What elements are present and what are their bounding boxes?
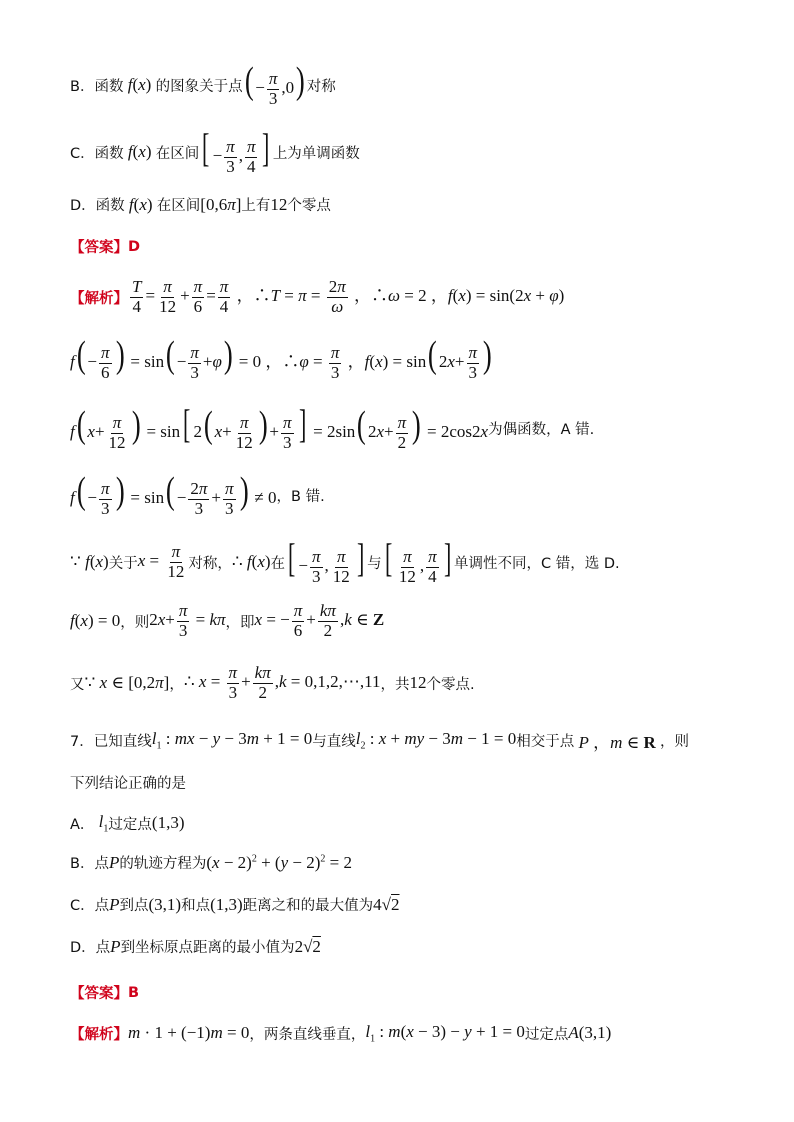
q7-option-b (70, 852, 352, 873)
analysis-6-line-6 (70, 602, 384, 640)
answer-value: B (128, 984, 140, 1001)
formula: P (108, 852, 120, 872)
formula: [ − $\frac{\pi}{3}$ , $\frac{\pi}{4}$ ] (202, 125, 270, 176)
formula: $l_2$ : x + my − 3m − 1 = 0 (355, 729, 517, 752)
question-text: 7．已知直线 (70, 734, 152, 750)
option-prefix: D．点 (70, 940, 111, 956)
analysis-text: 与 (367, 555, 382, 572)
analysis-text: ， (169, 676, 184, 693)
option-d-prefix: D．函数 (70, 198, 125, 214)
question-text: 与直线 (312, 734, 356, 750)
option-text: 过定点 (108, 816, 152, 833)
option-c (70, 125, 360, 176)
question-7-stem (70, 728, 689, 753)
analysis-7 (70, 1022, 611, 1044)
analysis-label: 【解析】 (70, 1026, 128, 1043)
option-prefix: B．点 (70, 856, 109, 872)
option-text: 和点 (181, 898, 211, 914)
formula: $l_1$ (98, 812, 109, 835)
analysis-6-line-1 (70, 278, 564, 316)
option-d-mid: 在区间 (156, 198, 201, 214)
analysis-6-line-3 (70, 401, 595, 452)
formula: 2√2 (294, 936, 321, 956)
analysis-label: 【解析】 (70, 290, 128, 307)
analysis-text: 单调性不同，C 错，选 D. (454, 555, 620, 572)
analysis-text: 个零点. (426, 676, 475, 693)
answer-value: D (128, 238, 141, 255)
formula: (3,1) (148, 894, 182, 914)
formula: f(x) (127, 75, 156, 95)
analysis-text: 关于 (108, 555, 138, 572)
analysis-6-line-7 (70, 664, 475, 702)
answer-7 (70, 982, 139, 1003)
formula: [ − $\frac{\pi}{3}$ , $\frac{\pi}{12}$ ] (288, 535, 365, 586)
formula: ( − $\frac{\pi}{3}$ ,0) (244, 60, 305, 108)
analysis-text: ，B 错. (276, 488, 325, 505)
formula: f(x) (128, 194, 157, 214)
formula: A(3,1) (568, 1023, 612, 1043)
analysis-6-line-2 (70, 336, 494, 382)
option-prefix: A． (70, 816, 95, 833)
formula: ∵ f(x) (70, 552, 109, 572)
option-c-mid: 在区间 (155, 145, 200, 162)
analysis-text: ，即 (225, 614, 255, 631)
option-b-prefix: B．函数 (70, 78, 124, 95)
analysis-text: ，共 (380, 676, 410, 693)
option-text: 距离之和的最大值为 (242, 898, 374, 914)
option-text: 到坐标原点距离的最小值为 (120, 940, 295, 956)
option-c-end: 上为单调函数 (272, 145, 360, 162)
analysis-text: ，两条直线垂直， (249, 1026, 366, 1043)
zero-count: 12 (409, 673, 427, 693)
analysis-text: 在 (270, 555, 286, 572)
analysis-text: 又 (70, 676, 85, 693)
answer-label: 【答案】 (70, 240, 128, 256)
option-d-tail: 个零点 (287, 198, 331, 214)
formula: $l_1$ : m(x − 3) − y + 1 = 0 (365, 1022, 525, 1045)
question-text: 相交于点 (516, 734, 575, 750)
q7-option-d (70, 936, 321, 957)
analysis-text: 为偶函数，A 错. (488, 421, 595, 438)
formula: (1,3) (151, 813, 185, 833)
option-c-prefix: C．函数 (70, 145, 124, 162)
question-text: 下列结论正确的是 (70, 776, 186, 792)
formula: 2x+ $\frac{\pi}{3}$ = kπ (149, 601, 226, 640)
option-b-end: 对称 (306, 78, 336, 95)
answer-label: 【答案】 (70, 986, 128, 1002)
analysis-text: ，则 (120, 614, 150, 631)
option-d (70, 194, 331, 215)
formula: $l_1$ : mx − y − 3m + 1 = 0 (151, 729, 313, 752)
analysis-6-line-4 (70, 472, 325, 518)
formula: P (109, 894, 120, 914)
formula: P (110, 936, 121, 956)
formula: f( − $\frac{\pi}{3}$ ) = sin( − $\frac{2\pi}{3}$ + $\frac{\pi}{3}$ ) ≠ 0 (70, 470, 277, 518)
analysis-text: 对称， (188, 555, 232, 572)
formula: f(x) = 0 (70, 611, 121, 631)
formula: [0,6π] (200, 194, 242, 214)
option-b-mid: 的图象关于点 (155, 78, 243, 95)
zero-count: 12 (270, 194, 288, 214)
formula: ∵ x ∈ [0,2π] (84, 673, 170, 693)
formula: x = $\frac{\pi}{12}$ (137, 541, 185, 581)
formula: f( − $\frac{\pi}{6}$ ) = sin( − $\frac{\pi}{3}$ +φ) = 0 ，∴φ = $\frac{\pi}{3}$ ，f(x) = sin( 2x+ $\frac{\pi}{3}$ ) (70, 334, 492, 382)
formula: $(x - 2)^2 + (y - 2)^2 = 2$ (206, 852, 352, 872)
analysis-text: 过定点 (524, 1026, 569, 1043)
formula: m · 1 + (−1)m = 0 (128, 1023, 250, 1043)
formula: 4√2 (373, 894, 400, 914)
formula: [ $\frac{\pi}{12}$ , $\frac{\pi}{4}$ ] (384, 535, 452, 586)
question-7-stem-line-2 (70, 772, 186, 793)
formula: ∴ x = $\frac{\pi}{3}$ + $\frac{k\pi}{2}$ ,k = 0,1,2,⋯,11 (183, 663, 381, 702)
option-text: 到点 (119, 898, 149, 914)
q7-option-a (70, 812, 184, 834)
option-b (70, 62, 336, 108)
formula: P ，m ∈ R (578, 733, 656, 752)
option-d-end: 上有 (241, 198, 271, 214)
formula: f( x+ $\frac{\pi}{12}$ ) = sin[ 2( x+ $\frac{\pi}{12}$ ) + $\frac{\pi}{3}$ ] = 2sin( 2x+ $\frac{\pi}{2}$ ) = 2cos2x (70, 401, 489, 452)
option-text: 的轨迹方程为 (119, 856, 207, 872)
formula: f(x) (127, 142, 156, 162)
question-text: ，则 (660, 734, 690, 750)
q7-option-c (70, 894, 400, 915)
analysis-6-line-5 (70, 535, 620, 586)
formula: x = − $\frac{\pi}{6}$ + $\frac{k\pi}{2}$ ,k ∈ Z (254, 601, 385, 640)
answer-6 (70, 236, 140, 257)
formula: ∴ f(x) (231, 552, 271, 572)
option-prefix: C．点 (70, 898, 110, 914)
formula: (1,3) (210, 894, 243, 914)
formula: $\frac{T}{4}$ = $\frac{\pi}{12}$ + $\frac{\pi}{6}$ = $\frac{\pi}{4}$ ，∴T = π = $\frac{2\pi}{\omega}$ ，∴ω = 2 ，f(x) = sin(2x + φ) (132, 277, 565, 316)
